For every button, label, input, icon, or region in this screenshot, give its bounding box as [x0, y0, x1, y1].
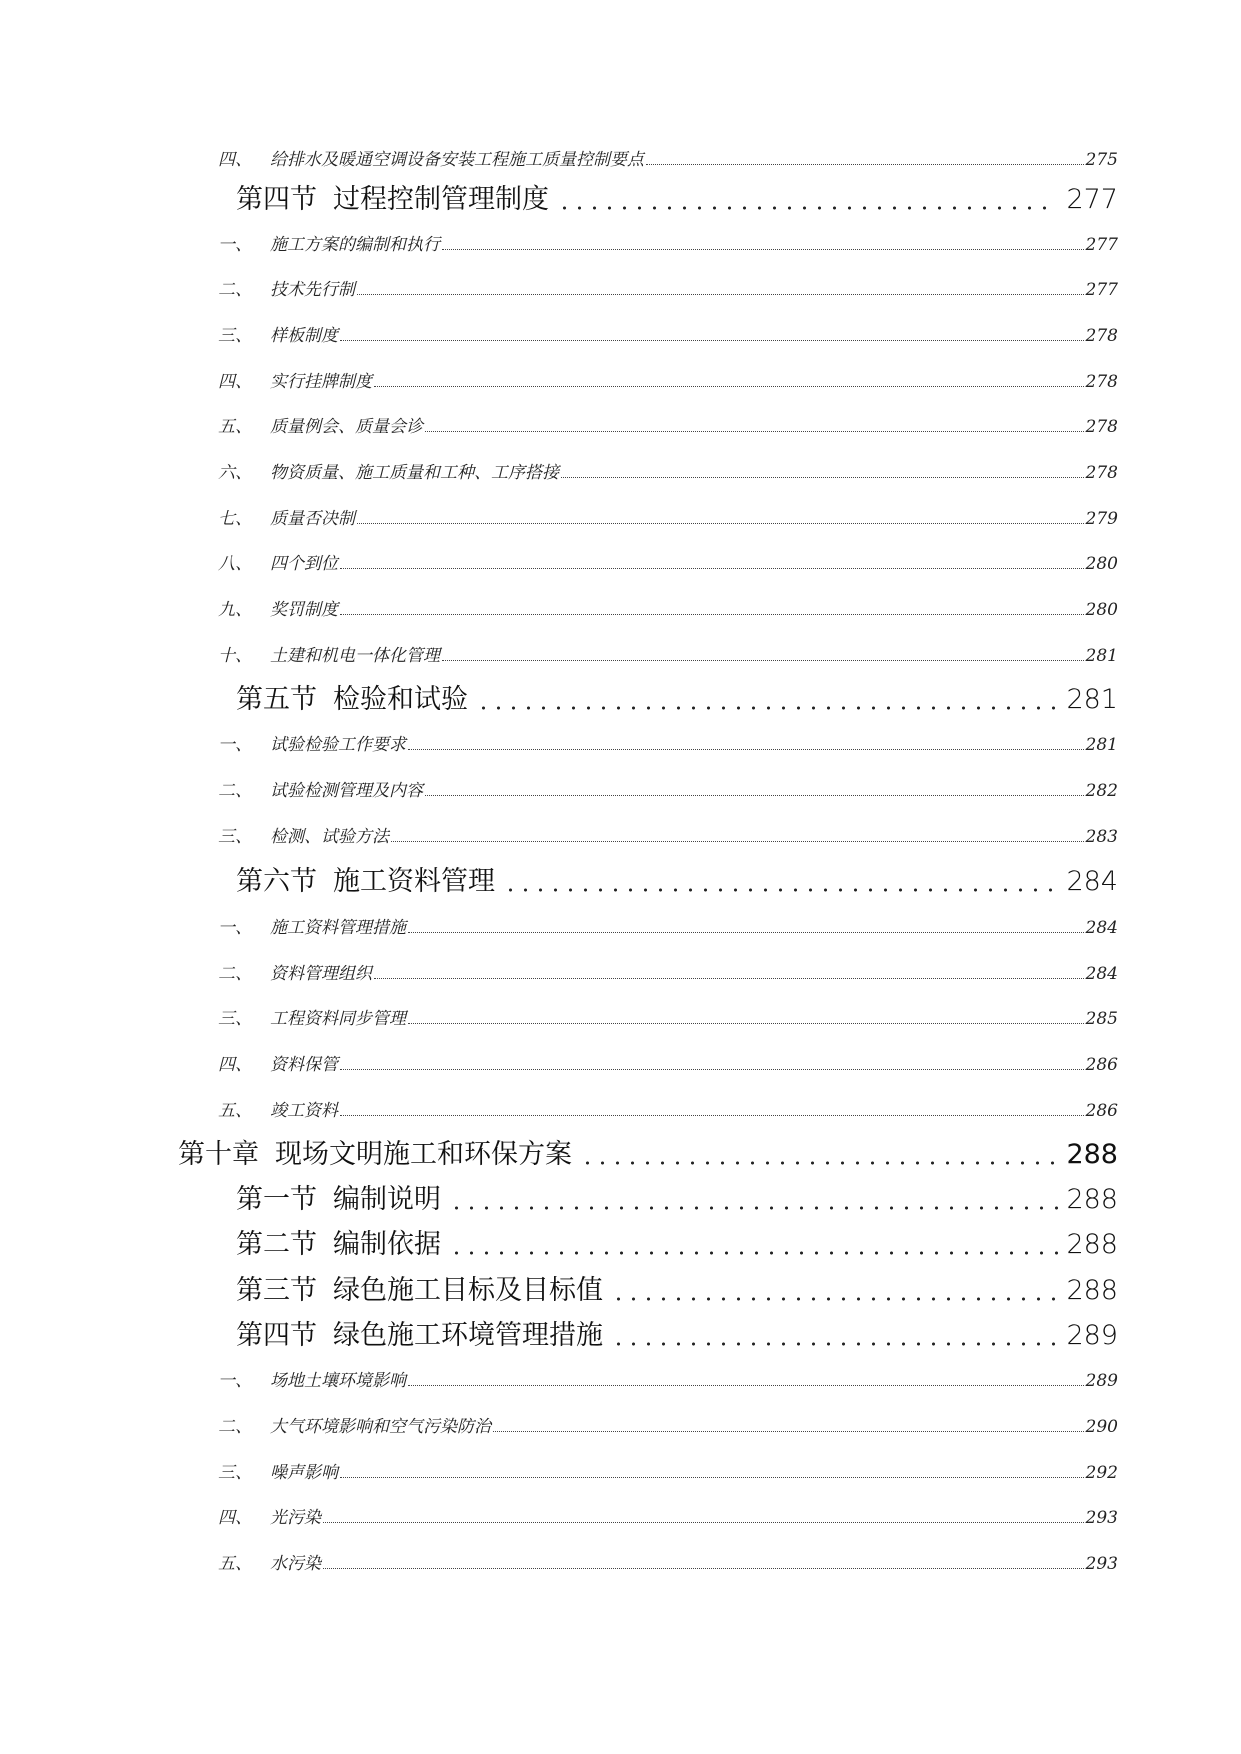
toc-entry-section[interactable]	[236, 1177, 1118, 1216]
toc-entry-page-number: 284	[1085, 918, 1118, 938]
toc-entry-number: 八、	[218, 554, 252, 574]
toc-entry-number: 第十章	[178, 1139, 259, 1170]
toc-entry-number: 二、	[218, 280, 252, 300]
dot-leader	[442, 249, 1084, 250]
toc-entry-title: 检测、试验方法	[270, 827, 389, 847]
toc-entry-number: 四、	[218, 372, 252, 392]
toc-entry-page-number: 288	[1066, 1184, 1118, 1215]
toc-entry-item[interactable]	[218, 230, 1118, 255]
toc-entry-item[interactable]	[218, 1458, 1118, 1483]
toc-entry-page-number: 279	[1085, 509, 1118, 529]
toc-entry-item[interactable]	[218, 913, 1118, 938]
toc-entry-page-number: 288	[1066, 1139, 1118, 1170]
toc-entry-item[interactable]	[218, 549, 1118, 574]
toc-entry-page-number: 283	[1085, 827, 1118, 847]
toc-entry-item[interactable]	[218, 321, 1118, 346]
toc-entry-number: 三、	[218, 1463, 252, 1483]
dot-leader	[449, 1206, 1058, 1210]
dot-leader	[357, 294, 1084, 295]
toc-entry-page-number: 288	[1066, 1275, 1118, 1306]
toc-entry-item[interactable]	[218, 367, 1118, 392]
toc-entry-number: 一、	[218, 1371, 252, 1391]
dot-leader	[340, 1069, 1084, 1070]
toc-entry-page-number: 277	[1066, 184, 1118, 215]
toc-entry-title: 检验和试验	[333, 684, 468, 715]
toc-entry-section[interactable]	[236, 177, 1118, 216]
toc-entry-page-number: 281	[1085, 735, 1118, 755]
toc-entry-number: 第五节	[236, 684, 317, 715]
toc-entry-item[interactable]	[218, 595, 1118, 620]
toc-entry-title: 资料管理组织	[270, 964, 372, 984]
dot-leader	[374, 978, 1084, 979]
dot-leader	[340, 1477, 1084, 1478]
toc-entry-title: 试验检测管理及内容	[270, 781, 423, 801]
toc-entry-title: 土建和机电一体化管理	[270, 646, 440, 666]
toc-entry-number: 二、	[218, 1417, 252, 1437]
toc-entry-item[interactable]	[218, 504, 1118, 529]
toc-entry-number: 四、	[218, 1055, 252, 1075]
toc-entry-item[interactable]	[218, 1050, 1118, 1075]
dot-leader	[561, 477, 1084, 478]
toc-entry-item[interactable]	[218, 641, 1118, 666]
toc-entry-page-number: 289	[1085, 1371, 1118, 1391]
toc-entry-number: 三、	[218, 326, 252, 346]
toc-entry-number: 五、	[218, 417, 252, 437]
toc-entry-item[interactable]	[218, 412, 1118, 437]
toc-entry-page-number: 286	[1085, 1101, 1118, 1121]
toc-entry-title: 技术先行制	[270, 280, 355, 300]
toc-entry-page-number: 288	[1066, 1229, 1118, 1260]
toc-entry-item[interactable]	[218, 1096, 1118, 1121]
toc-entry-page-number: 290	[1085, 1417, 1118, 1437]
toc-entry-page-number: 293	[1085, 1508, 1118, 1528]
toc-entry-number: 第四节	[236, 1320, 317, 1351]
toc-entry-number: 四、	[218, 1508, 252, 1528]
toc-entry-title: 现场文明施工和环保方案	[275, 1139, 572, 1170]
dot-leader	[408, 749, 1084, 750]
dot-leader	[476, 706, 1058, 710]
toc-entry-title: 绿色施工目标及目标值	[333, 1275, 603, 1306]
dot-leader	[340, 614, 1084, 615]
toc-entry-page-number: 280	[1085, 600, 1118, 620]
toc-entry-number: 五、	[218, 1101, 252, 1121]
toc-entry-number: 七、	[218, 509, 252, 529]
toc-entry-item[interactable]	[218, 822, 1118, 847]
toc-entry-number: 六、	[218, 463, 252, 483]
toc-entry-item[interactable]	[218, 1503, 1118, 1528]
dot-leader	[611, 1342, 1058, 1346]
dot-leader	[611, 1297, 1058, 1301]
toc-entry-number: 第二节	[236, 1229, 317, 1260]
toc-entry-section[interactable]	[236, 1313, 1118, 1352]
toc-entry-page-number: 278	[1085, 417, 1118, 437]
toc-entry-item[interactable]	[218, 1366, 1118, 1391]
toc-entry-title: 质量例会、质量会诊	[270, 417, 423, 437]
toc-entry-page-number: 293	[1085, 1554, 1118, 1574]
toc-entry-title: 工程资料同步管理	[270, 1009, 406, 1029]
toc-entry-title: 施工资料管理措施	[270, 918, 406, 938]
toc-entry-page-number: 284	[1085, 964, 1118, 984]
toc-entry-page-number: 277	[1085, 235, 1118, 255]
toc-entry-item[interactable]	[218, 776, 1118, 801]
toc-entry-section[interactable]	[236, 859, 1118, 898]
toc-entry-number: 一、	[218, 735, 252, 755]
dot-leader	[340, 340, 1084, 341]
toc-entry-number: 四、	[218, 150, 252, 170]
toc-entry-title: 质量否决制	[270, 509, 355, 529]
dot-leader	[408, 932, 1084, 933]
dot-leader	[323, 1568, 1084, 1569]
toc-entry-title: 样板制度	[270, 326, 338, 346]
toc-entry-item[interactable]	[218, 959, 1118, 984]
toc-entry-page-number: 277	[1085, 280, 1118, 300]
toc-entry-page-number: 292	[1085, 1463, 1118, 1483]
toc-entry-title: 奖罚制度	[270, 600, 338, 620]
toc-entry-item[interactable]	[218, 730, 1118, 755]
dot-leader	[442, 660, 1084, 661]
toc-entry-number: 三、	[218, 827, 252, 847]
toc-entry-number: 一、	[218, 235, 252, 255]
toc-entry-number: 二、	[218, 781, 252, 801]
toc-entry-item[interactable]	[218, 1549, 1118, 1574]
dot-leader	[323, 1522, 1084, 1523]
dot-leader	[503, 888, 1058, 892]
toc-entry-page-number: 281	[1066, 684, 1118, 715]
toc-entry-title: 资料保管	[270, 1055, 338, 1075]
toc-entry-page-number: 278	[1085, 372, 1118, 392]
toc-entry-title: 光污染	[270, 1508, 321, 1528]
toc-entry-item[interactable]	[218, 1004, 1118, 1029]
toc-entry-item[interactable]	[218, 145, 1118, 170]
toc-entry-title: 编制说明	[333, 1184, 441, 1215]
toc-entry-title: 给排水及暖通空调设备安装工程施工质量控制要点	[270, 150, 644, 170]
toc-entry-page-number: 285	[1085, 1009, 1118, 1029]
toc-entry-number: 二、	[218, 964, 252, 984]
toc-entry-title: 四个到位	[270, 554, 338, 574]
toc-entry-page-number: 278	[1085, 326, 1118, 346]
toc-entry-title: 绿色施工环境管理措施	[333, 1320, 603, 1351]
toc-entry-title: 场地土壤环境影响	[270, 1371, 406, 1391]
toc-entry-title: 编制依据	[333, 1229, 441, 1260]
toc-entry-number: 第一节	[236, 1184, 317, 1215]
dot-leader	[493, 1431, 1084, 1432]
dot-leader	[340, 568, 1084, 569]
toc-entry-page-number: 275	[1085, 150, 1118, 170]
toc-entry-title: 大气环境影响和空气污染防治	[270, 1417, 491, 1437]
toc-entry-section[interactable]	[236, 677, 1118, 716]
toc-entry-page-number: 278	[1085, 463, 1118, 483]
toc-entry-page-number: 282	[1085, 781, 1118, 801]
dot-leader	[408, 1385, 1084, 1386]
toc-entry-title: 过程控制管理制度	[333, 184, 549, 215]
toc-entry-number: 第三节	[236, 1275, 317, 1306]
toc-entry-title: 物资质量、施工质量和工种、工序搭接	[270, 463, 559, 483]
toc-entry-page-number: 286	[1085, 1055, 1118, 1075]
dot-leader	[391, 841, 1084, 842]
toc-entry-chapter[interactable]	[178, 1132, 1118, 1171]
toc-entry-number: 三、	[218, 1009, 252, 1029]
toc-entry-item[interactable]	[218, 1412, 1118, 1437]
toc-entry-title: 试验检验工作要求	[270, 735, 406, 755]
dot-leader	[646, 164, 1084, 165]
dot-leader	[425, 431, 1084, 432]
toc-entry-title: 施工资料管理	[333, 866, 495, 897]
toc-entry-item[interactable]	[218, 458, 1118, 483]
toc-entry-title: 实行挂牌制度	[270, 372, 372, 392]
toc-entry-title: 竣工资料	[270, 1101, 338, 1121]
toc-entry-page-number: 284	[1066, 866, 1118, 897]
dot-leader	[557, 206, 1058, 210]
toc-entry-title: 噪声影响	[270, 1463, 338, 1483]
dot-leader	[580, 1161, 1058, 1165]
toc-entry-number: 五、	[218, 1554, 252, 1574]
toc-entry-page-number: 280	[1085, 554, 1118, 574]
toc-entry-item[interactable]	[218, 275, 1118, 300]
dot-leader	[408, 1023, 1084, 1024]
toc-entry-number: 第四节	[236, 184, 317, 215]
dot-leader	[449, 1251, 1058, 1255]
toc-entry-section[interactable]	[236, 1268, 1118, 1307]
toc-entry-number: 第六节	[236, 866, 317, 897]
toc-entry-number: 一、	[218, 918, 252, 938]
toc-entry-page-number: 281	[1085, 646, 1118, 666]
toc-entry-number: 九、	[218, 600, 252, 620]
toc-entry-page-number: 289	[1066, 1320, 1118, 1351]
dot-leader	[357, 523, 1084, 524]
toc-entry-title: 水污染	[270, 1554, 321, 1574]
dot-leader	[374, 386, 1084, 387]
toc-entry-section[interactable]	[236, 1222, 1118, 1261]
toc-entry-title: 施工方案的编制和执行	[270, 235, 440, 255]
toc-entry-number: 十、	[218, 646, 252, 666]
dot-leader	[340, 1115, 1084, 1116]
dot-leader	[425, 795, 1084, 796]
